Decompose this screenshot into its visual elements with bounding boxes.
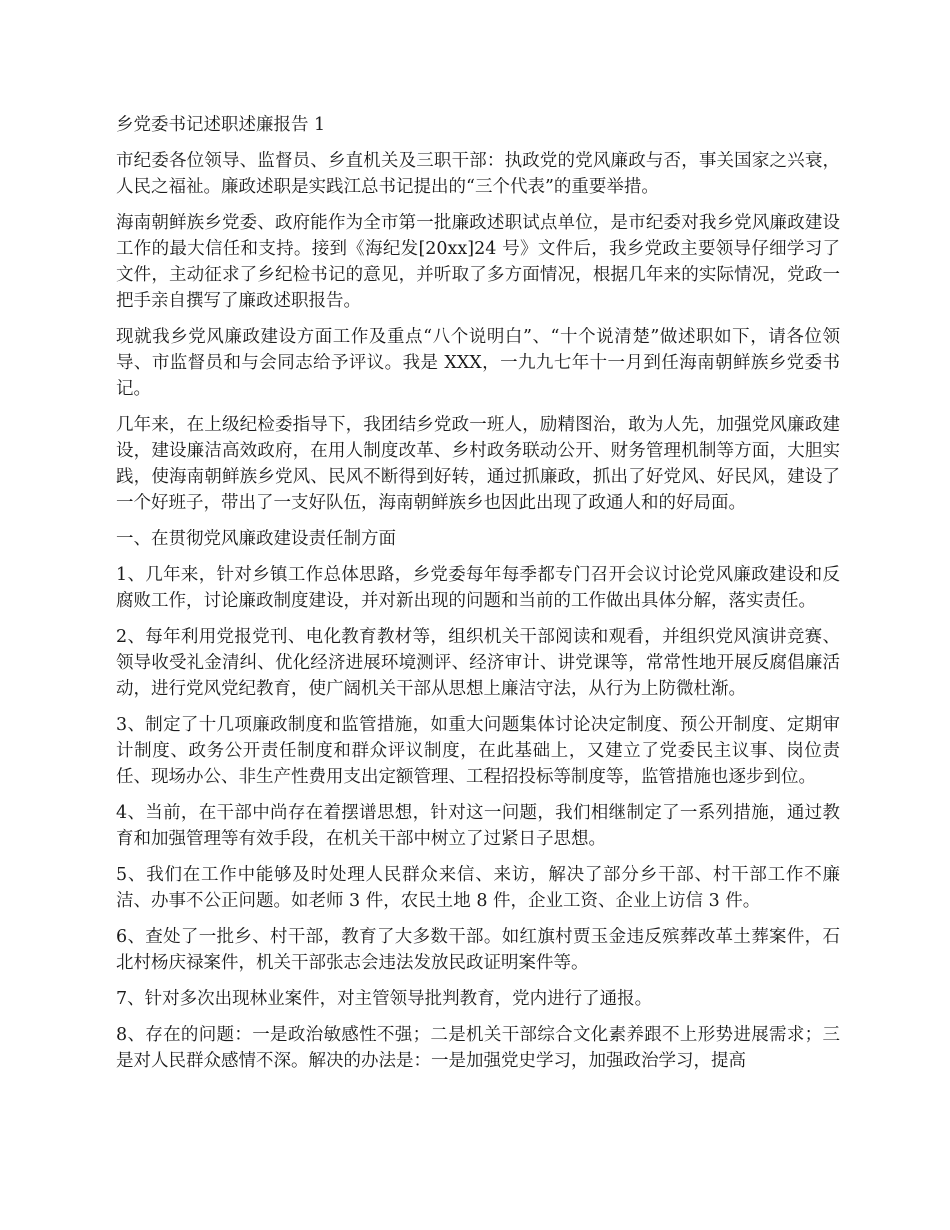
paragraph-item-8: 8、存在的问题：一是政治敏感性不强；二是机关干部综合文化素养跟不上形势进展需求；三是对人民群众感情不深。解决的办法是：一是加强党史学习，加强政治学习，提高 <box>116 1025 840 1071</box>
paragraph-item-5: 5、我们在工作中能够及时处理人民群众来信、来访，解决了部分乡干部、村干部工作不廉洁、办事不公正问题。如老师 3 件，农民土地 8 件，企业工资、企业上访信 3 件。 <box>116 865 840 911</box>
paragraph-item-6: 6、查处了一批乡、村干部，教育了大多数干部。如红旗村贾玉金违反殡葬改革土葬案件，石北村杨庆禄案件，机关干部张志会违法发放民政证明案件等。 <box>116 927 840 973</box>
paragraph-achievements: 几年来，在上级纪检委指导下，我团结乡党政一班人，励精图治，敢为人先，加强党风廉政建设，建设廉洁高效政府，在用人制度改革、乡村政务联动公开、财务管理机制等方面，大胆实践，使海南朝鲜族乡党风、民风不断得到好转，通过抓廉政，抓出了好党风、好民风，建设了一个好班子，带出了一支好队伍，海南朝鲜族乡也因此出现了政通人和的好局面。 <box>116 415 840 513</box>
paragraph-report-outline: 现就我乡党风廉政建设方面工作及重点“八个说明白”、“十个说清楚”做述职如下，请各位领导、市监督员和与会同志给予评议。我是 XXX，一九九七年十一月到任海南朝鲜族乡党委书记。 <box>116 327 840 399</box>
document-title: 乡党委书记述职述廉报告 1 <box>116 115 326 135</box>
paragraph-intro: 市纪委各位领导、监督员、乡直机关及三职干部：执政党的党风廉政与否，事关国家之兴衰，人民之福祉。廉政述职是实践江总书记提出的“三个代表”的重要举措。 <box>116 151 840 197</box>
paragraph-item-3: 3、制定了十几项廉政制度和监管措施，如重大问题集体讨论决定制度、预公开制度、定期审计制度、政务公开责任制度和群众评议制度，在此基础上，又建立了党委民主议事、岗位责任、现场办公、非生产性费用支出定额管理、工程招投标等制度等，监管措施也逐步到位。 <box>116 715 840 787</box>
paragraph-item-2: 2、每年利用党报党刊、电化教育教材等，组织机关干部阅读和观看，并组织党风演讲竞赛、领导收受礼金清纠、优化经济进展环境测评、经济审计、讲党课等，常常性地开展反腐倡廉活动，进行党风党纪教育，使广阔机关干部从思想上廉洁守法，从行为上防微杜渐。 <box>116 627 840 699</box>
document-page <box>116 112 840 1084</box>
section-heading-responsibility: 一、在贯彻党风廉政建设责任制方面 <box>116 529 396 549</box>
paragraph-pilot-unit: 海南朝鲜族乡党委、政府能作为全市第一批廉政述职试点单位，是市纪委对我乡党风廉政建设工作的最大信任和支持。接到《海纪发[20xx]24 号》文件后，我乡党政主要领导仔细学习了文件，主动征求了乡纪检书记的意见，并听取了多方面情况，根据几年来的实际情况，党政一把手亲自撰写了廉政述职报告。 <box>116 213 840 311</box>
paragraph-item-4: 4、当前，在干部中尚存在着摆谱思想，针对这一问题，我们相继制定了一系列措施，通过教育和加强管理等有效手段，在机关干部中树立了过紧日子思想。 <box>116 803 840 849</box>
paragraph-item-7: 7、针对多次出现林业案件，对主管领导批判教育，党内进行了通报。 <box>116 989 653 1009</box>
paragraph-item-1: 1、几年来，针对乡镇工作总体思路，乡党委每年每季都专门召开会议讨论党风廉政建设和反腐败工作，讨论廉政制度建设，并对新出现的问题和当前的工作做出具体分解，落实责任。 <box>116 565 840 611</box>
